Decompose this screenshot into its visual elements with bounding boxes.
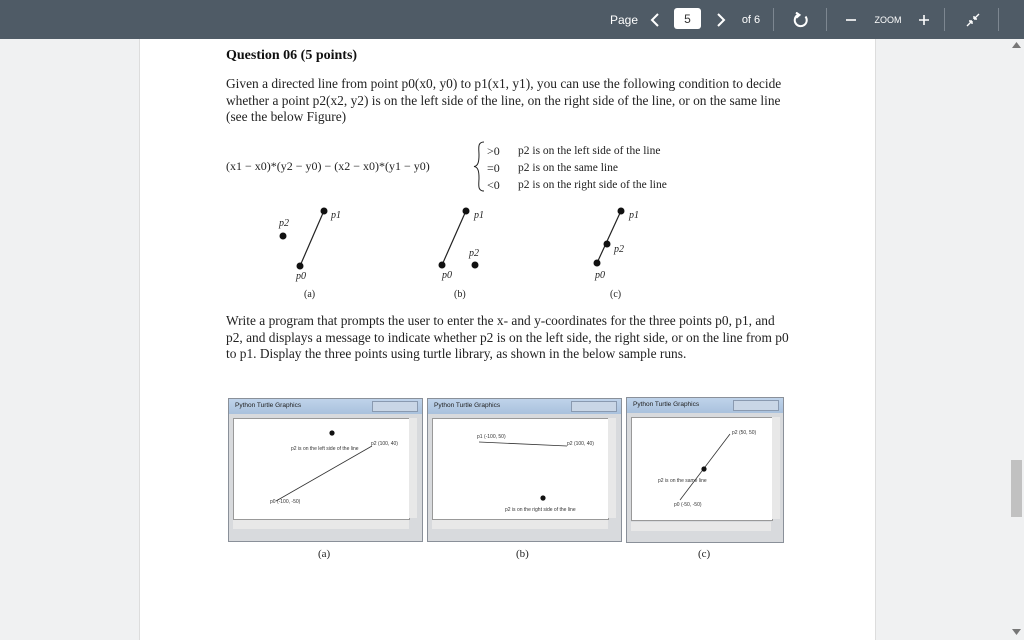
p0-label: p0 (-100, -50) xyxy=(270,499,301,505)
pdf-toolbar xyxy=(0,0,1024,39)
label-p2-a: p2 xyxy=(279,218,289,229)
result-message: p2 is on the left side of the line xyxy=(291,446,359,452)
question-title: Question 06 (5 points) xyxy=(226,48,358,63)
result-message: p2 is on the same line xyxy=(658,478,707,484)
vertical-scrollbar[interactable] xyxy=(772,417,780,519)
brace xyxy=(472,141,486,192)
point-p1 xyxy=(329,430,334,435)
window-title: Python Turtle Graphics xyxy=(235,402,302,409)
plus-icon[interactable] xyxy=(915,0,933,39)
turtle-window-a xyxy=(228,398,423,542)
condition-op: <0 xyxy=(487,178,500,192)
turtle-window-b xyxy=(427,398,622,542)
horizontal-scrollbar[interactable] xyxy=(631,522,771,531)
condition-text: p2 is on the right side of the line xyxy=(518,179,667,191)
label-p0-a: p0 xyxy=(296,271,306,282)
line-a xyxy=(300,213,323,266)
turtle-canvas xyxy=(631,417,773,521)
scroll-up-icon[interactable] xyxy=(1012,42,1021,48)
point-p2-a xyxy=(280,233,287,240)
caption-c: (c) xyxy=(610,289,622,300)
point-p2-b xyxy=(472,262,479,269)
vertical-scrollbar[interactable] xyxy=(409,418,417,518)
scroll-down-icon[interactable] xyxy=(1012,629,1021,635)
point-p1-b xyxy=(463,208,470,215)
collapse-icon[interactable] xyxy=(962,0,984,39)
window-titlebar xyxy=(428,399,621,414)
turtle-canvas xyxy=(233,418,410,520)
point-p2-c xyxy=(604,241,611,248)
window-titlebar xyxy=(229,399,422,414)
vertical-scrollbar[interactable] xyxy=(608,418,616,518)
label-p1-b: p1 xyxy=(474,210,484,221)
p2-label: p2 (50, 50) xyxy=(732,430,757,436)
caption-a: (a) xyxy=(304,289,316,300)
window-controls[interactable] xyxy=(571,401,617,412)
p0-label: p0 (-50, -50) xyxy=(674,502,702,508)
point-p1-c xyxy=(618,208,625,215)
point-p0-c xyxy=(594,260,601,267)
page-scrollbar[interactable] xyxy=(1009,39,1024,640)
p2-label: p2 (100, 40) xyxy=(567,441,594,447)
horizontal-scrollbar[interactable] xyxy=(432,520,608,529)
result-message: p2 is on the right side of the line xyxy=(505,507,576,513)
condition-text: p2 is on the same line xyxy=(518,162,618,174)
label-p1-c: p1 xyxy=(629,210,639,221)
label-p2-b: p2 xyxy=(469,248,479,259)
page-total: of 6 xyxy=(741,13,761,26)
point-p0-a xyxy=(297,263,304,270)
window-titlebar xyxy=(627,398,783,413)
question-intro: Given a directed line from point p0(x0, y0) to p1(x1, y1), you can use the following condition to decide whether a point p2(x2, y2) is on the left side of the line, on the right side of the line, or on the same line (see the below Figure) xyxy=(226,76,782,124)
chevron-right-icon[interactable] xyxy=(712,0,730,39)
label-p2-c: p2 xyxy=(614,244,624,255)
run-caption-c: (c) xyxy=(698,548,711,560)
caption-b: (b) xyxy=(454,289,466,300)
line-c xyxy=(597,213,620,263)
chevron-left-icon[interactable] xyxy=(646,0,664,39)
minus-icon[interactable] xyxy=(842,0,860,39)
label-p0-c: p0 xyxy=(595,270,605,281)
window-title: Python Turtle Graphics xyxy=(434,402,501,409)
window-title: Python Turtle Graphics xyxy=(633,401,700,408)
condition-op: >0 xyxy=(487,144,500,158)
divider xyxy=(826,8,827,31)
run-caption-b: (b) xyxy=(516,548,529,560)
formula: (x1 − x0)*(y2 − y0) − (x2 − x0)*(y1 − y0) xyxy=(226,159,430,173)
window-controls[interactable] xyxy=(372,401,418,412)
point-p0-b xyxy=(439,262,446,269)
divider xyxy=(944,8,945,31)
line-b xyxy=(442,213,465,265)
horizontal-scrollbar[interactable] xyxy=(233,520,409,529)
rotate-icon[interactable] xyxy=(790,0,812,39)
point-p1-a xyxy=(321,208,328,215)
condition-ops xyxy=(487,143,500,194)
condition-op: =0 xyxy=(487,161,500,175)
condition-text: p2 is on the left side of the line xyxy=(518,145,661,157)
zoom-label: ZOOM xyxy=(874,14,902,25)
scrollbar-thumb[interactable] xyxy=(1011,460,1022,517)
p1-label: p1 (-100, 50) xyxy=(477,434,506,440)
run-caption-a: (a) xyxy=(318,548,331,560)
label-p1-a: p1 xyxy=(331,210,341,221)
page-label: Page xyxy=(609,12,639,27)
p2-label: p2 (100, 40) xyxy=(371,441,398,447)
point-p2 xyxy=(540,495,545,500)
point-p2 xyxy=(701,466,706,471)
condition-texts xyxy=(518,143,667,194)
page-number-input[interactable]: 5 xyxy=(674,8,701,29)
window-controls[interactable] xyxy=(733,400,779,411)
turtle-window-c xyxy=(626,397,784,543)
task-description: Write a program that prompts the user to enter the x- and y-coordinates for the three points p0, p1, and p2, and displays a message to indicate whether p2 is on the left side, the right side, or on the line from p0 to p1. Display the three points using turtle library, as shown in the below sample runs. xyxy=(226,313,789,361)
orientation-figure xyxy=(270,200,670,305)
label-p0-b: p0 xyxy=(442,270,452,281)
turtle-canvas xyxy=(432,418,609,520)
divider xyxy=(998,8,999,31)
divider xyxy=(773,8,774,31)
